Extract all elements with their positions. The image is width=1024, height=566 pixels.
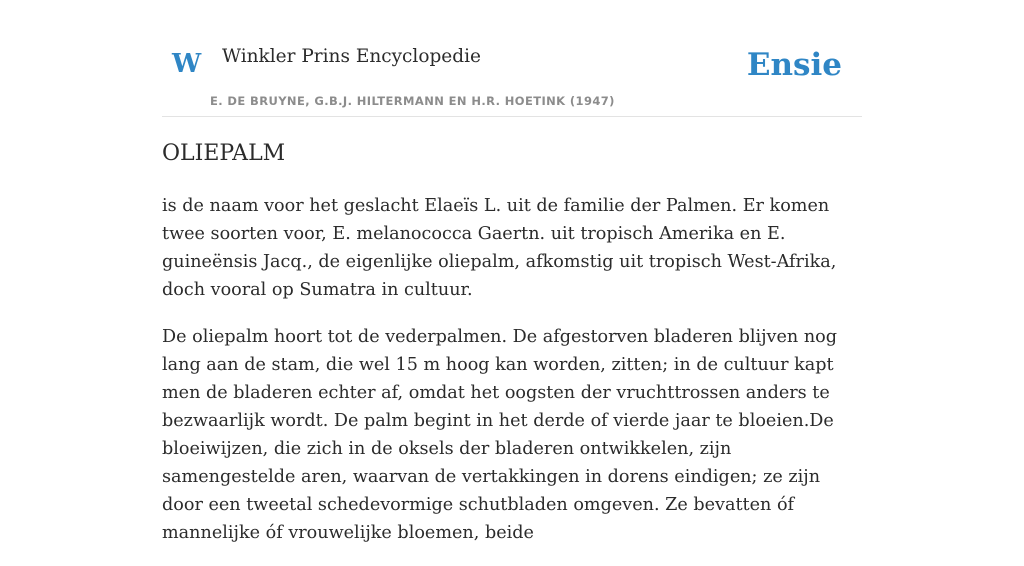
winkler-prins-logo-icon[interactable]: W	[172, 49, 202, 79]
entry-title: OLIEPALM	[162, 141, 286, 166]
article-body	[162, 192, 862, 566]
article-paragraph: is de naam voor het geslacht Elaeïs L. uit de familie der Palmen. Er komen twee soorten voor, E. melanococca Gaertn. uit tropisch Amerika en E. guineënsis Jacq., de eigenlijke oliepalm, afkomstig uit tropisch West-Afrika, doch vooral op Sumatra in cultuur.	[162, 196, 837, 300]
article-paragraph: De oliepalm hoort tot de vederpalmen. De afgestorven bladeren blijven nog lang aan de stam, die wel 15 m hoog kan worden, zitten; in de cultuur kapt men de bladeren echter af, omdat het oogsten der vruchttrossen anders te bezwaarlijk wordt. De palm begint in het derde of vierde jaar te bloeien.De bloeiwijzen, die zich in de oksels der bladeren ontwikkelen, zijn samengestelde aren, waarvan de vertakkingen in dorens eindigen; ze zijn door een tweetal schedevormige schutbladen omgeven. Ze bevatten óf mannelijke óf vrouwelijke bloemen, beide	[162, 327, 838, 543]
ensie-brand-logo[interactable]: Ensie	[746, 47, 842, 83]
publication-title[interactable]: Winkler Prins Encyclopedie	[222, 46, 481, 67]
publication-authors: E. DE BRUYNE, G.B.J. HILTERMANN EN H.R. HOETINK (1947)	[210, 94, 615, 108]
site-header	[162, 0, 862, 117]
